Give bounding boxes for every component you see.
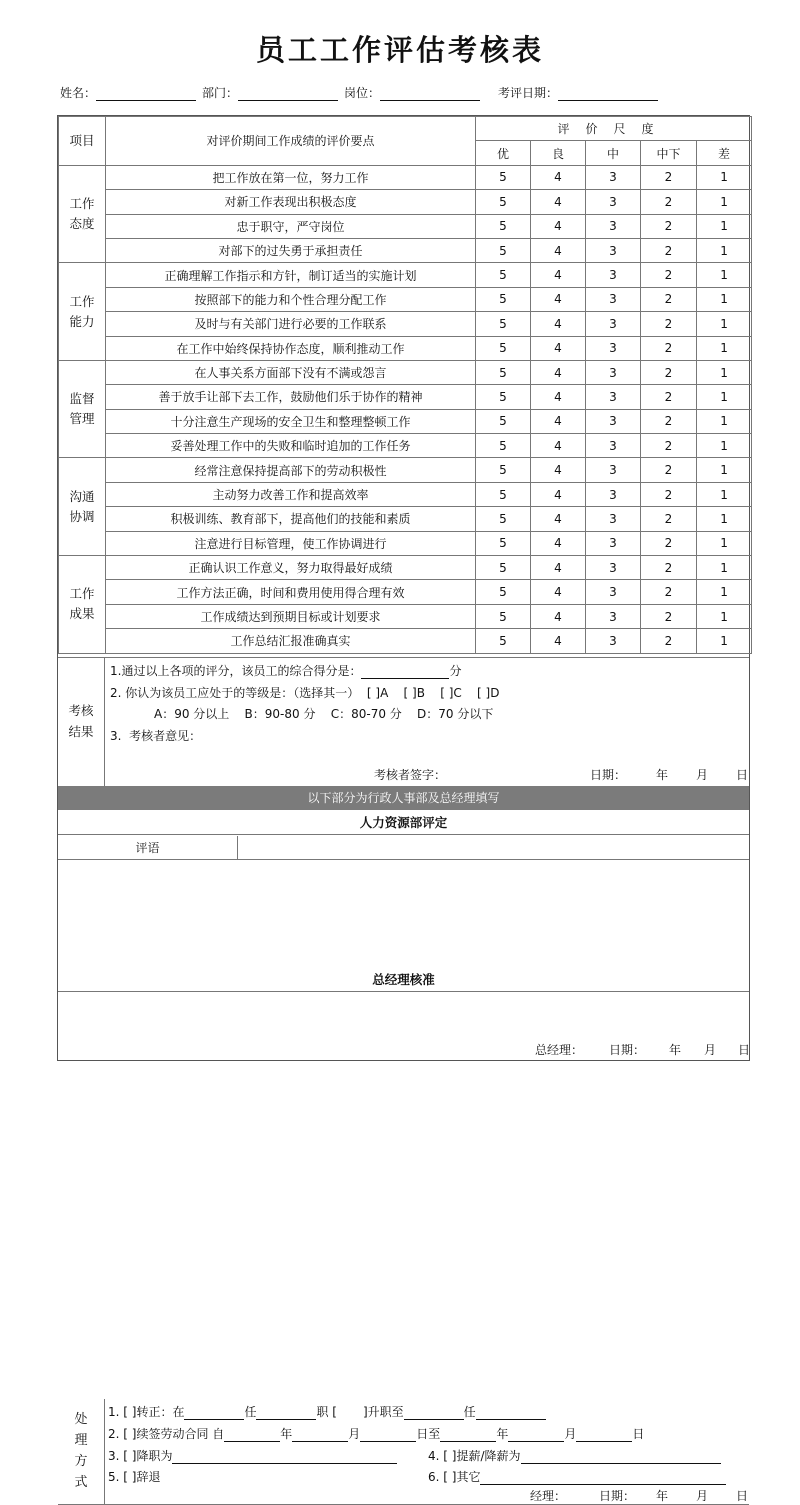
hr-band: 以下部分为行政人事部及总经理填写 <box>58 786 749 810</box>
score-cell[interactable]: 2 <box>641 385 697 409</box>
comment-label: 评语 <box>58 836 238 860</box>
score-cell[interactable]: 1 <box>697 190 752 214</box>
score-cell[interactable]: 5 <box>476 385 531 409</box>
score-cell[interactable]: 4 <box>531 531 586 555</box>
evaluation-point: 积极训练、教育部下，提高他们的技能和素质 <box>106 507 476 531</box>
score-cell[interactable]: 5 <box>476 287 531 311</box>
header-grade-4: 差 <box>697 141 752 165</box>
score-cell[interactable]: 3 <box>586 531 641 555</box>
score-cell[interactable]: 2 <box>641 482 697 506</box>
score-cell[interactable]: 1 <box>697 580 752 604</box>
comment-row[interactable] <box>58 836 749 860</box>
score-cell[interactable]: 4 <box>531 629 586 653</box>
table-row <box>59 385 752 409</box>
score-cell[interactable]: 5 <box>476 360 531 384</box>
score-cell[interactable]: 1 <box>697 556 752 580</box>
evaluation-point: 注意进行目标管理，使工作协调进行 <box>106 531 476 555</box>
score-cell[interactable]: 2 <box>641 238 697 262</box>
score-cell[interactable]: 5 <box>476 458 531 482</box>
evaluation-point: 善于放手让部下去工作，鼓励他们乐于协作的精神 <box>106 385 476 409</box>
score-cell[interactable]: 5 <box>476 165 531 189</box>
process-line-2[interactable]: 2. [ ]续签劳动合同 自 年 月 日至 年 月 日 <box>108 1426 645 1441</box>
score-cell[interactable]: 4 <box>531 482 586 506</box>
score-cell[interactable]: 5 <box>476 214 531 238</box>
process-line-3[interactable]: 3. [ ]降职为 <box>108 1447 397 1464</box>
gm-signature[interactable]: 总经理： <box>535 1043 584 1057</box>
score-cell[interactable]: 2 <box>641 507 697 531</box>
score-cell[interactable]: 4 <box>531 458 586 482</box>
table-row <box>59 165 752 189</box>
score-cell[interactable]: 3 <box>586 165 641 189</box>
score-cell[interactable]: 5 <box>476 190 531 214</box>
gm-date-label: 日期： <box>609 1043 646 1057</box>
table-row <box>59 312 752 336</box>
score-cell[interactable]: 4 <box>531 190 586 214</box>
evaluation-point: 工作成绩达到预期目标或计划要求 <box>106 604 476 628</box>
manager-year: 年 <box>656 1488 669 1503</box>
process-label: 处 理 方 式 <box>58 1399 105 1505</box>
score-cell[interactable]: 4 <box>531 312 586 336</box>
score-cell[interactable]: 5 <box>476 531 531 555</box>
score-cell[interactable]: 5 <box>476 604 531 628</box>
score-cell[interactable]: 1 <box>697 385 752 409</box>
header-grade-3: 中下 <box>641 141 697 165</box>
score-cell[interactable]: 5 <box>476 238 531 262</box>
evaluation-point: 及时与有关部门进行必要的工作联系 <box>106 312 476 336</box>
score-cell[interactable]: 4 <box>531 507 586 531</box>
score-cell[interactable]: 3 <box>586 629 641 653</box>
gm-section[interactable] <box>58 993 749 1060</box>
table-row <box>59 214 752 238</box>
table-row <box>59 190 752 214</box>
score-cell[interactable]: 2 <box>641 409 697 433</box>
table-row <box>59 507 752 531</box>
name-field[interactable]: 姓名： <box>60 84 196 101</box>
reviewer-year: 年 <box>656 768 669 782</box>
table-row <box>59 409 752 433</box>
evaluation-point: 正确认识工作意义，努力取得最好成绩 <box>106 556 476 580</box>
evaluation-point: 妥善处理工作中的失败和临时追加的工作任务 <box>106 434 476 458</box>
score-cell[interactable]: 4 <box>531 263 586 287</box>
table-row <box>59 287 752 311</box>
evaluation-point: 工作总结汇报准确真实 <box>106 629 476 653</box>
score-cell[interactable]: 4 <box>531 360 586 384</box>
grade-criteria-line: A：90 分以上 B：90-80 分 C：80-70 分 D：70 分以下 <box>154 707 494 721</box>
score-cell[interactable]: 5 <box>476 629 531 653</box>
reviewer-signature[interactable]: 考核者签字： <box>374 768 447 782</box>
table-row <box>59 336 752 360</box>
process-line-4[interactable]: 4. [ ]提薪/降薪为 <box>428 1447 721 1464</box>
score-cell[interactable]: 1 <box>697 287 752 311</box>
evaluation-point: 在人事关系方面部下没有不满或怨言 <box>106 360 476 384</box>
evaluation-point: 把工作放在第一位，努力工作 <box>106 165 476 189</box>
score-cell[interactable]: 2 <box>641 214 697 238</box>
score-cell[interactable]: 4 <box>531 580 586 604</box>
gm-year: 年 <box>669 1043 682 1057</box>
score-cell[interactable]: 2 <box>641 604 697 628</box>
table-row <box>59 556 752 580</box>
evaluation-point: 忠于职守，严守岗位 <box>106 214 476 238</box>
info-row <box>60 84 750 104</box>
score-cell[interactable]: 2 <box>641 312 697 336</box>
result-section <box>58 657 749 785</box>
category-label: 监督 管理 <box>59 360 106 458</box>
score-cell[interactable]: 2 <box>641 580 697 604</box>
evaluation-point: 十分注意生产现场的安全卫生和整理整顿工作 <box>106 409 476 433</box>
score-cell[interactable]: 5 <box>476 580 531 604</box>
result-label: 考核 结果 <box>58 658 105 786</box>
score-cell[interactable]: 5 <box>476 507 531 531</box>
score-cell[interactable]: 1 <box>697 312 752 336</box>
category-label: 工作 成果 <box>59 556 106 654</box>
score-cell[interactable]: 5 <box>476 434 531 458</box>
table-row <box>59 360 752 384</box>
score-cell[interactable]: 1 <box>697 434 752 458</box>
score-cell[interactable]: 2 <box>641 556 697 580</box>
score-cell[interactable]: 1 <box>697 458 752 482</box>
score-cell[interactable]: 4 <box>531 165 586 189</box>
score-cell[interactable]: 2 <box>641 287 697 311</box>
header-scale: 评价尺度 <box>476 117 752 141</box>
score-cell[interactable]: 1 <box>697 336 752 360</box>
total-score-line[interactable]: 1.通过以上各项的评分，该员工的综合得分是： 分 <box>110 664 462 678</box>
score-cell[interactable]: 1 <box>697 604 752 628</box>
score-cell[interactable]: 1 <box>697 531 752 555</box>
gm-month: 月 <box>704 1043 717 1057</box>
evaluation-sheet <box>57 115 751 1503</box>
header-points: 对评价期间工作成绩的评价要点 <box>106 117 476 166</box>
form-title: 员工工作评估考核表 <box>255 33 544 67</box>
reviewer-date-label: 日期： <box>590 768 627 782</box>
score-cell[interactable]: 3 <box>586 458 641 482</box>
score-cell[interactable]: 2 <box>641 434 697 458</box>
score-cell[interactable]: 5 <box>476 482 531 506</box>
reviewer-opinion-line[interactable]: 3. 考核者意见： <box>110 729 202 743</box>
score-cell[interactable]: 3 <box>586 580 641 604</box>
evaluation-point: 工作方法正确，时间和费用使用得合理有效 <box>106 580 476 604</box>
table-row <box>59 629 752 653</box>
evaluation-point: 正确理解工作指示和方针，制订适当的实施计划 <box>106 263 476 287</box>
score-cell[interactable]: 3 <box>586 312 641 336</box>
score-cell[interactable]: 3 <box>586 434 641 458</box>
score-cell[interactable]: 2 <box>641 531 697 555</box>
score-cell[interactable]: 2 <box>641 458 697 482</box>
score-cell[interactable]: 5 <box>476 556 531 580</box>
score-cell[interactable]: 1 <box>697 629 752 653</box>
score-cell[interactable]: 3 <box>586 190 641 214</box>
header-grade-0: 优 <box>476 141 531 165</box>
table-row <box>59 458 752 482</box>
process-line-6[interactable]: 6. [ ]其它 <box>428 1468 726 1485</box>
process-section <box>58 1399 749 1505</box>
score-cell[interactable]: 4 <box>531 434 586 458</box>
table-row <box>59 434 752 458</box>
score-cell[interactable]: 5 <box>476 409 531 433</box>
table-row <box>59 263 752 287</box>
score-cell[interactable]: 3 <box>586 556 641 580</box>
score-cell[interactable]: 1 <box>697 360 752 384</box>
score-cell[interactable]: 2 <box>641 360 697 384</box>
score-cell[interactable]: 4 <box>531 214 586 238</box>
process-line-5[interactable]: 5. [ ]辞退 <box>108 1469 161 1484</box>
score-cell[interactable]: 2 <box>641 263 697 287</box>
score-cell[interactable]: 2 <box>641 629 697 653</box>
score-cell[interactable]: 1 <box>697 507 752 531</box>
grade-choice-line[interactable]: 2. 你认为该员工应处于的等级是：（选择其一） [ ]A [ ]B [ ]C [ ]D <box>110 686 500 700</box>
score-cell[interactable]: 5 <box>476 263 531 287</box>
table-row <box>59 238 752 262</box>
score-cell[interactable]: 3 <box>586 604 641 628</box>
hr-title: 人力资源部评定 <box>58 811 749 835</box>
score-cell[interactable]: 4 <box>531 287 586 311</box>
manager-day: 日 <box>736 1488 749 1503</box>
score-cell[interactable]: 4 <box>531 336 586 360</box>
score-cell[interactable]: 4 <box>531 238 586 262</box>
score-cell[interactable]: 2 <box>641 336 697 360</box>
table-row <box>59 580 752 604</box>
category-label: 工作 能力 <box>59 263 106 361</box>
table-row <box>59 482 752 506</box>
dept-field[interactable]: 部门： <box>202 84 338 101</box>
score-cell[interactable]: 3 <box>586 287 641 311</box>
manager-month: 月 <box>696 1488 709 1503</box>
post-field[interactable]: 岗位： <box>344 84 480 101</box>
score-cell[interactable]: 3 <box>586 238 641 262</box>
table-row <box>59 531 752 555</box>
evaluation-point: 对新工作表现出积极态度 <box>106 190 476 214</box>
score-cell[interactable]: 1 <box>697 214 752 238</box>
score-cell[interactable]: 1 <box>697 482 752 506</box>
score-cell[interactable]: 4 <box>531 385 586 409</box>
score-cell[interactable]: 3 <box>586 409 641 433</box>
score-cell[interactable]: 5 <box>476 336 531 360</box>
score-cell[interactable]: 4 <box>531 604 586 628</box>
manager-signature[interactable]: 经理： <box>530 1488 567 1503</box>
score-cell[interactable]: 1 <box>697 165 752 189</box>
score-cell[interactable]: 3 <box>586 507 641 531</box>
header-grade-2: 中 <box>586 141 641 165</box>
manager-date-label: 日期： <box>599 1488 636 1503</box>
score-cell[interactable]: 3 <box>586 214 641 238</box>
score-cell[interactable]: 1 <box>697 409 752 433</box>
evaluation-point: 经常注意保持提高部下的劳动积极性 <box>106 458 476 482</box>
score-cell[interactable]: 3 <box>586 385 641 409</box>
score-cell[interactable]: 4 <box>531 409 586 433</box>
reviewer-day: 日 <box>736 768 749 782</box>
score-cell[interactable]: 2 <box>641 165 697 189</box>
category-label: 工作 态度 <box>59 165 106 263</box>
gm-day: 日 <box>738 1043 751 1057</box>
header-item: 项目 <box>59 117 106 166</box>
score-cell[interactable]: 3 <box>586 336 641 360</box>
gm-title: 总经理核准 <box>58 968 749 992</box>
evaluation-point: 按照部下的能力和个性合理分配工作 <box>106 287 476 311</box>
score-cell[interactable]: 5 <box>476 312 531 336</box>
process-line-1[interactable]: 1. [ ]转正：在 任 职 [ ]升职至 任 <box>108 1403 546 1420</box>
evaluation-table <box>58 116 752 654</box>
date-field[interactable]: 考评日期： <box>498 84 658 101</box>
score-cell[interactable]: 1 <box>697 238 752 262</box>
evaluation-point: 对部下的过失勇于承担责任 <box>106 238 476 262</box>
evaluation-point: 在工作中始终保持协作态度，顺利推动工作 <box>106 336 476 360</box>
reviewer-month: 月 <box>696 768 709 782</box>
score-cell[interactable]: 4 <box>531 556 586 580</box>
evaluation-point: 主动努力改善工作和提高效率 <box>106 482 476 506</box>
table-row <box>59 604 752 628</box>
header-grade-1: 良 <box>531 141 586 165</box>
category-label: 沟通 协调 <box>59 458 106 556</box>
score-cell[interactable]: 1 <box>697 263 752 287</box>
score-cell[interactable]: 3 <box>586 360 641 384</box>
score-cell[interactable]: 2 <box>641 190 697 214</box>
score-cell[interactable]: 3 <box>586 482 641 506</box>
score-cell[interactable]: 3 <box>586 263 641 287</box>
